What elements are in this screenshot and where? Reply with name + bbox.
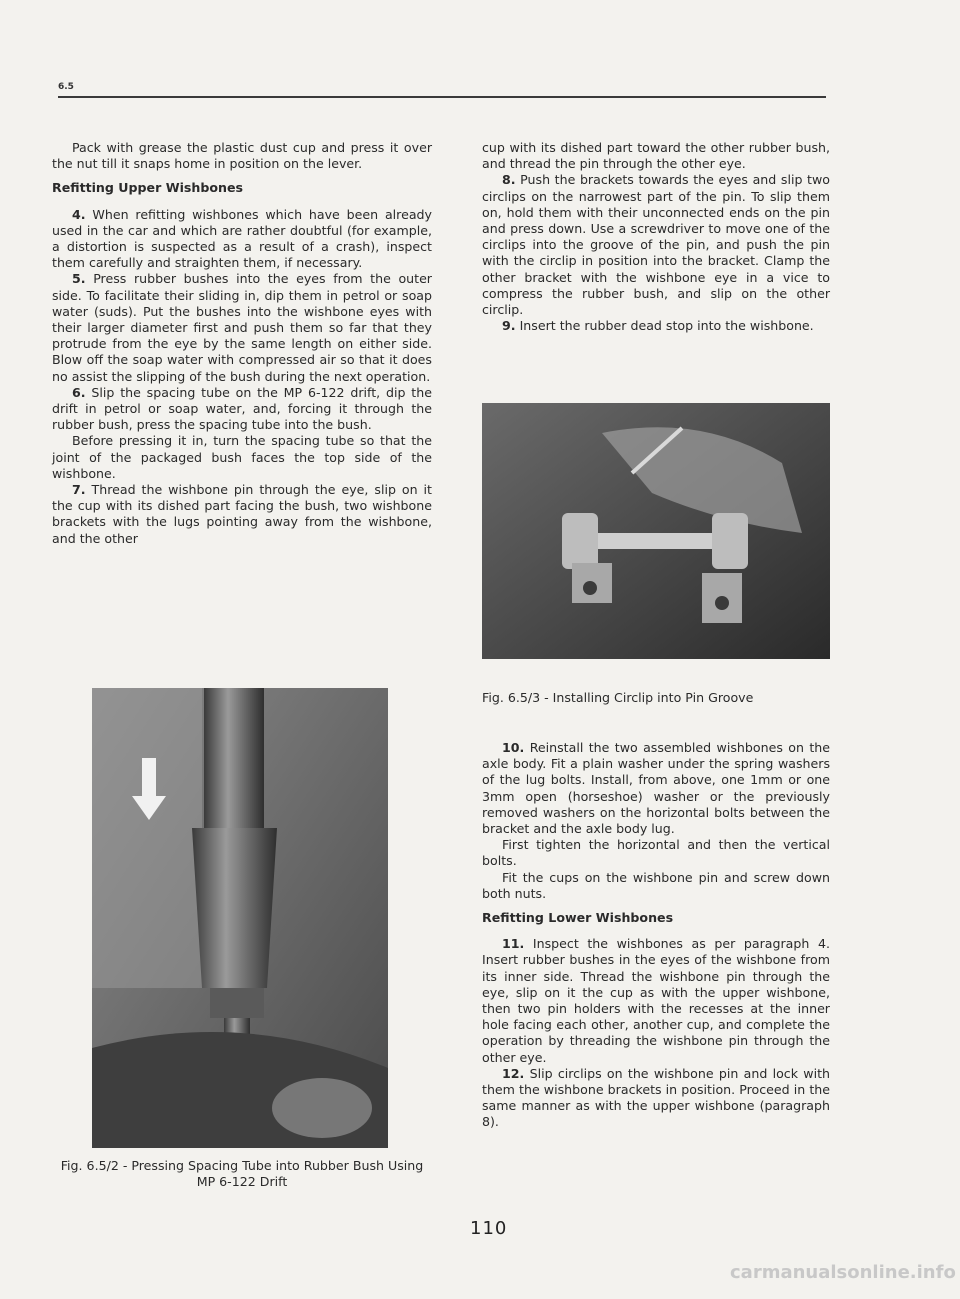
step-6-note <box>52 433 432 482</box>
step-text: Press rubber bushes into the eyes from the outer side. To facilitate their sliding in, dip them in petrol or soap water (suds). Put the bushes into the wishbone eyes with their larger diameter first and push them so far that they protrude from the eye by the same length on either side. Blow off the soap water with compressed air so that it does no assist the slipping of the bush during the next operation. <box>52 271 432 384</box>
step-text: Fit the cups on the wishbone pin and screw down both nuts. <box>482 869 830 901</box>
intro-paragraph: Pack with grease the plastic dust cup and press it over the nut till it snaps home in position on the lever. <box>52 140 432 172</box>
step-7-continued <box>482 140 830 172</box>
figure-caption: Fig. 6.5/3 - Installing Circlip into Pin Groove <box>482 690 754 705</box>
step-6 <box>52 385 432 434</box>
step-text: Insert the rubber dead stop into the wishbone. <box>519 318 814 334</box>
step-9 <box>482 318 830 334</box>
step-5 <box>52 271 432 384</box>
step-10-note-2 <box>482 870 830 902</box>
step-text: First tighten the horizontal and then the vertical bolts. <box>482 837 830 869</box>
step-text: cup with its dished part toward the other rubber bush, and thread the pin through the other eye. <box>482 140 830 172</box>
step-11 <box>482 936 830 1066</box>
left-column <box>52 140 432 547</box>
step-number: 5. <box>72 271 86 287</box>
figure-installing-circlip <box>482 403 830 659</box>
step-4 <box>52 207 432 272</box>
step-12 <box>482 1066 830 1131</box>
step-text: When refitting wishbones which have been already used in the car and which are rather doubtful (for example, a distortion is suspected as a result of a crash), inspect them carefully and straighten them, if necessary. <box>52 206 432 271</box>
step-number: 12. <box>502 1065 525 1081</box>
watermark: carmanualsonline.info <box>730 1262 956 1283</box>
heading-upper-wishbones: Refitting Upper Wishbones <box>52 180 244 196</box>
heading-lower-wishbones: Refitting Lower Wishbones <box>482 910 674 926</box>
step-number: 6. <box>72 384 86 400</box>
step-10 <box>482 740 830 837</box>
step-text: Push the brackets towards the eyes and slip two circlips on the narrowest part of the pin. To slip them on, hold them with their unconnected ends on the pin and press down. Use a screwdriver to move one of the circlips into the groove of the pin, and push the pin with the circlip in position into the bracket. Clamp the other bracket with the wishbone eye in a vice to compress the rubber bush, and slip on the other circlip. <box>482 172 830 318</box>
figure-pressing-spacing-tube <box>92 688 388 1148</box>
step-7 <box>52 482 432 547</box>
step-text: Reinstall the two assembled wishbones on the axle body. Fit a plain washer under the spring washers of the lug bolts. Install, from above, one 1mm or one 3mm open (horseshoe) washer or the previously removed washers on the horizontal bolts between the bracket and the axle body lug. <box>482 740 830 837</box>
step-number: 4. <box>72 206 86 222</box>
page-number: 110 <box>470 1218 508 1239</box>
step-text: Inspect the wishbones as per paragraph 4. Insert rubber bushes in the eyes of the wishbone from its inner side. Thread the wishbone pin through the eye, slip on it the cup as with the upper wishbone, then two pin holders with the recesses at the inner hole facing each other, another cup, and complete the operation by threading the wishbone pin through the other eye. <box>482 936 830 1065</box>
step-8 <box>482 172 830 318</box>
step-text: Thread the wishbone pin through the eye, slip on it the cup with its dished part facing the bush, two wishbone brackets with the lugs pointing away from the wishbone, and the other <box>52 482 432 546</box>
step-number: 7. <box>72 482 86 498</box>
right-column-top <box>482 140 830 334</box>
header-rule <box>58 96 826 98</box>
section-number: 6.5 <box>58 82 74 92</box>
step-text: Slip circlips on the wishbone pin and lock with them the wishbone brackets in position. Proceed in the same manner as with the upper wishbone (paragraph 8). <box>482 1065 830 1130</box>
step-number: 10. <box>502 740 525 755</box>
right-column-bottom <box>482 740 830 1131</box>
step-text: Before pressing it in, turn the spacing tube so that the joint of the packaged bush faces the top side of the wishbone. <box>52 433 432 481</box>
step-number: 8. <box>502 172 516 188</box>
step-10-note-1 <box>482 837 830 869</box>
figure-caption: Fig. 6.5/2 - Pressing Spacing Tube into Rubber Bush Using MP 6-122 Drift <box>60 1158 424 1189</box>
step-text: Slip the spacing tube on the MP 6-122 drift, dip the drift in petrol or soap water, and, forcing it through the rubber bush, press the spacing tube into the bush. <box>52 384 432 433</box>
step-number: 9. <box>502 318 516 334</box>
step-number: 11. <box>502 936 525 952</box>
